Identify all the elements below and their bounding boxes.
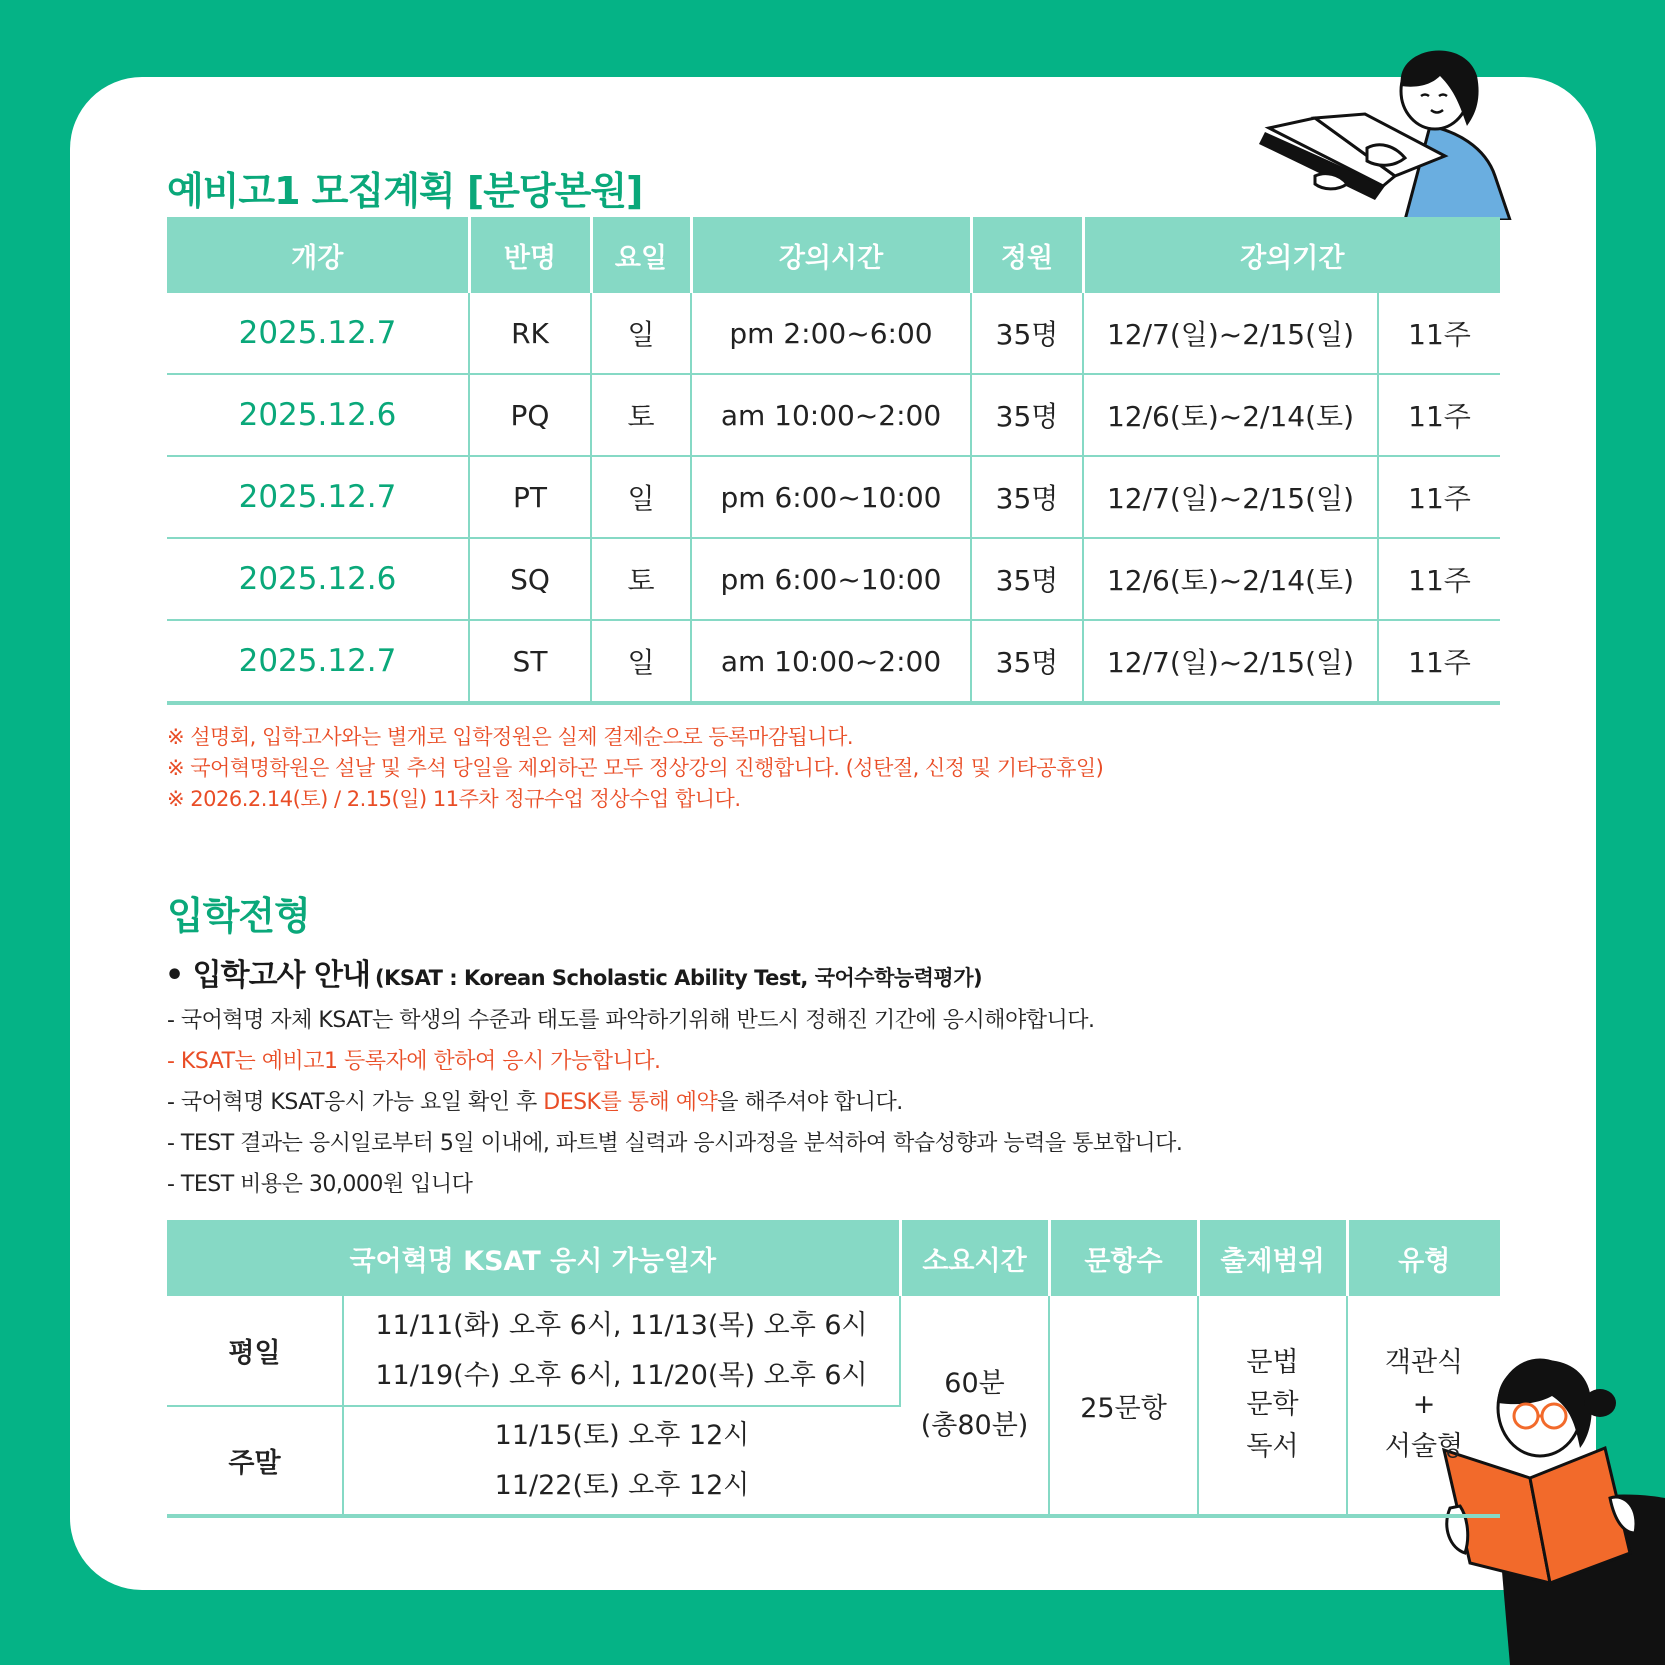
cell-class-name: PT — [469, 456, 591, 538]
cell-day: 일 — [591, 456, 691, 538]
cell-period: 12/6(토)~2/14(토) — [1083, 374, 1378, 456]
ksat-header-row — [167, 1220, 1500, 1296]
table-row — [167, 456, 1500, 538]
type-item: 서술형 — [1384, 1431, 1464, 1462]
col-header-question-count: 문항수 — [1049, 1220, 1198, 1296]
date-line: 11/11(화) 오후 6시, 11/13(목) 오후 6시 — [375, 1309, 868, 1341]
cell-lecture-time: pm 6:00~10:00 — [691, 456, 971, 538]
exam-guide-subtitle: (KSAT : Korean Scholastic Ability Test, 국어수학능력평가) — [375, 966, 983, 990]
note-line: ※ 국어혁명학원은 설날 및 추석 당일을 제외하곤 모두 정상강의 진행합니다. (성탄절, 신정 및 기타공휴일) — [167, 756, 1104, 780]
guide-line — [167, 1082, 1182, 1123]
cell-weeks: 11주 — [1378, 456, 1500, 538]
reading-person-illustration — [1255, 36, 1515, 220]
recruitment-plan-table — [167, 217, 1500, 705]
cell-class-name: RK — [469, 293, 591, 374]
note-line: ※ 2026.2.14(토) / 2.15(일) 11주차 정규수업 정상수업 합니다. — [167, 787, 741, 811]
col-header-scope: 출제범위 — [1198, 1220, 1347, 1296]
scope-item: 문학 — [1246, 1389, 1299, 1420]
type-item: 객관식 — [1384, 1347, 1464, 1378]
cell-day: 일 — [591, 293, 691, 374]
cell-period: 12/7(일)~2/15(일) — [1083, 456, 1378, 538]
cell-capacity: 35명 — [971, 620, 1083, 703]
duration-total: (총80분) — [920, 1410, 1029, 1441]
col-header-day: 요일 — [591, 217, 691, 293]
desk-reservation-highlight: DESK를 통해 예약 — [543, 1090, 718, 1115]
cell-start-date: 2025.12.7 — [167, 620, 469, 703]
cell-class-name: SQ — [469, 538, 591, 620]
cell-period: 12/7(일)~2/15(일) — [1083, 293, 1378, 374]
exam-guide-title: • 입학고사 안내 — [165, 958, 370, 993]
note-line: ※ 설명회, 입학고사와는 별개로 입학정원은 실제 결제순으로 등록마감됩니다. — [167, 725, 854, 749]
cell-start-date: 2025.12.6 — [167, 374, 469, 456]
plan-header-row — [167, 217, 1500, 293]
ksat-schedule-table — [167, 1220, 1500, 1518]
table-row — [167, 374, 1500, 456]
weekend-dates-cell — [343, 1406, 900, 1516]
cell-class-name: PQ — [469, 374, 591, 456]
cell-capacity: 35명 — [971, 293, 1083, 374]
col-header-class-name: 반명 — [469, 217, 591, 293]
cell-weeks: 11주 — [1378, 374, 1500, 456]
cell-day: 토 — [591, 374, 691, 456]
cell-weeks: 11주 — [1378, 538, 1500, 620]
guide-line-text: 을 해주셔야 합니다. — [717, 1090, 903, 1115]
guide-line-highlight: - KSAT는 예비고1 등록자에 한하여 응시 가능합니다. — [167, 1049, 661, 1074]
cell-day: 일 — [591, 620, 691, 703]
type-item: + — [1412, 1389, 1436, 1420]
scope-cell — [1198, 1296, 1347, 1516]
col-header-lecture-time: 강의시간 — [691, 217, 971, 293]
cell-lecture-time: am 10:00~2:00 — [691, 374, 971, 456]
col-header-type: 유형 — [1347, 1220, 1500, 1296]
col-header-capacity: 정원 — [971, 217, 1083, 293]
cell-period: 12/6(토)~2/14(토) — [1083, 538, 1378, 620]
admission-title: 입학전형 — [167, 894, 310, 938]
scope-item: 독서 — [1246, 1431, 1299, 1462]
cell-capacity: 35명 — [971, 538, 1083, 620]
col-header-duration: 소요시간 — [900, 1220, 1049, 1296]
guide-line: - TEST 비용은 30,000원 입니다 — [167, 1172, 473, 1197]
cell-period: 12/7(일)~2/15(일) — [1083, 620, 1378, 703]
date-line: 11/15(토) 오후 12시 — [494, 1419, 750, 1451]
question-count-cell: 25문항 — [1049, 1296, 1198, 1516]
exam-guide-list — [167, 1000, 1182, 1205]
cell-capacity: 35명 — [971, 456, 1083, 538]
type-cell — [1347, 1296, 1500, 1516]
cell-start-date: 2025.12.7 — [167, 293, 469, 374]
cell-weeks: 11주 — [1378, 620, 1500, 703]
guide-line-text: - 국어혁명 KSAT응시 가능 요일 확인 후 — [167, 1090, 544, 1115]
weekend-label: 주말 — [167, 1406, 343, 1516]
col-header-lecture-period: 강의기간 — [1083, 217, 1500, 293]
cell-weeks: 11주 — [1378, 293, 1500, 374]
exam-guide-heading — [165, 950, 982, 994]
duration-cell — [900, 1296, 1049, 1516]
weekday-dates-cell — [343, 1296, 900, 1406]
duration-value: 60분 — [944, 1368, 1005, 1399]
weekday-label: 평일 — [167, 1296, 343, 1406]
table-row — [167, 1296, 1500, 1406]
scope-item: 문법 — [1246, 1347, 1299, 1378]
guide-line: - 국어혁명 자체 KSAT는 학생의 수준과 태도를 파악하기위해 반드시 정해진 기간에 응시해야합니다. — [167, 1008, 1095, 1033]
table-row — [167, 538, 1500, 620]
cell-class-name: ST — [469, 620, 591, 703]
col-header-start-date: 개강 — [167, 217, 469, 293]
cell-lecture-time: pm 6:00~10:00 — [691, 538, 971, 620]
cell-capacity: 35명 — [971, 374, 1083, 456]
table-row — [167, 620, 1500, 703]
guide-line: - TEST 결과는 응시일로부터 5일 이내에, 파트별 실력과 응시과정을 분석하여 학습성향과 능력을 통보합니다. — [167, 1131, 1183, 1156]
cell-day: 토 — [591, 538, 691, 620]
col-header-available-dates: 국어혁명 KSAT 응시 가능일자 — [167, 1220, 900, 1296]
cell-lecture-time: pm 2:00~6:00 — [691, 293, 971, 374]
table-row — [167, 293, 1500, 374]
date-line: 11/22(토) 오후 12시 — [494, 1469, 750, 1501]
cell-start-date: 2025.12.6 — [167, 538, 469, 620]
plan-title: 예비고1 모집계획 [분당본원] — [167, 169, 643, 213]
date-line: 11/19(수) 오후 6시, 11/20(목) 오후 6시 — [375, 1359, 868, 1391]
cell-lecture-time: am 10:00~2:00 — [691, 620, 971, 703]
plan-notes — [167, 722, 1103, 815]
cell-start-date: 2025.12.7 — [167, 456, 469, 538]
